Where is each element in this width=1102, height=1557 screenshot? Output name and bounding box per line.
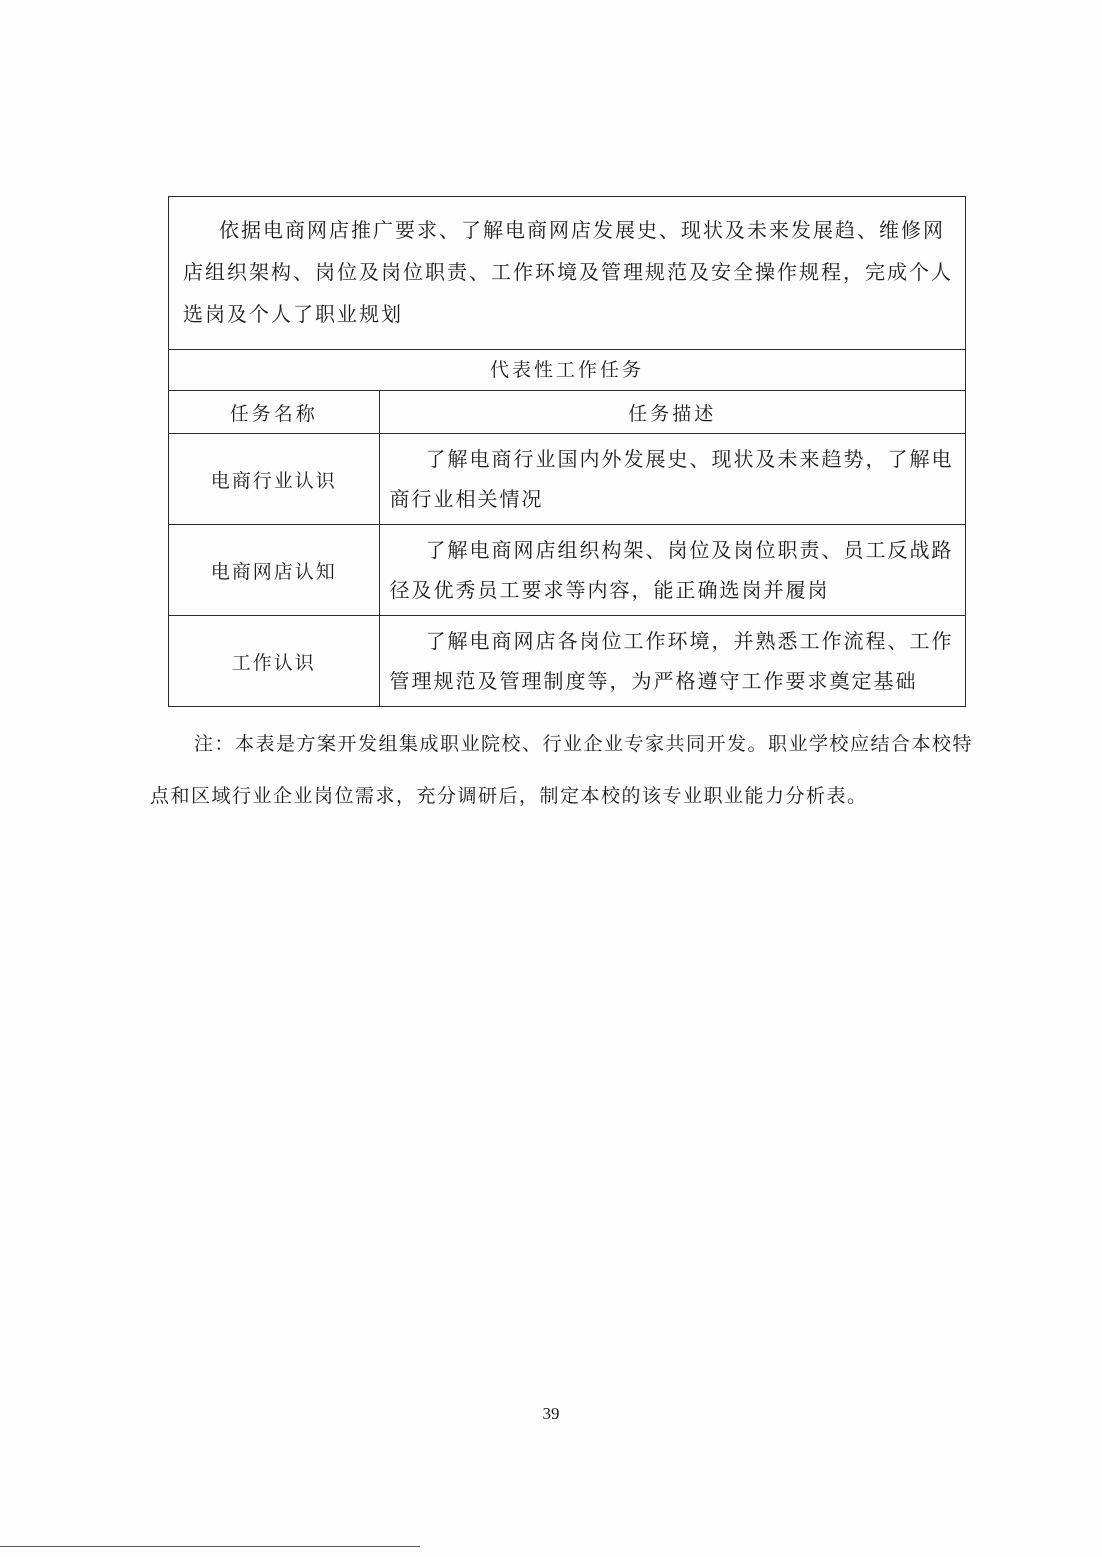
task-name: 电商网店认知 [169, 525, 379, 616]
task-description: 了解电商网店组织构架、岗位及岗位职责、员工反战路径及优秀员工要求等内容，能正确选岗并履岗 [379, 525, 965, 616]
table-row [169, 434, 965, 525]
section-title: 代表性工作任务 [169, 350, 965, 391]
task-description: 了解电商行业国内外发展史、现状及未来趋势，了解电商行业相关情况 [379, 434, 965, 525]
task-description: 了解电商网店各岗位工作环境，并熟悉工作流程、工作管理规范及管理制度等，为严格遵守工作要求奠定基础 [379, 616, 965, 707]
header-task-name: 任务名称 [169, 391, 379, 434]
table-header-row [169, 391, 965, 434]
page-number: 39 [542, 1404, 560, 1423]
table-row [169, 616, 965, 707]
table-row [169, 525, 965, 616]
competency-table [168, 196, 966, 707]
header-task-description: 任务描述 [379, 391, 965, 434]
bottom-divider [0, 1546, 420, 1547]
table-note: 注：本表是方案开发组集成职业院校、行业企业专家共同开发。职业学校应结合本校特点和区域行业企业岗位需求，充分调研后，制定本校的该专业职业能力分析表。 [150, 733, 974, 807]
intro-cell: 依据电商网店推广要求、了解电商网店发展史、现状及未来发展趋、维修网店组织架构、岗位及岗位职责、工作环境及管理规范及安全操作规程，完成个人选岗及个人了职业规划 [169, 197, 965, 350]
tasks-table [169, 391, 965, 706]
task-name: 电商行业认识 [169, 434, 379, 525]
task-name: 工作认识 [169, 616, 379, 707]
